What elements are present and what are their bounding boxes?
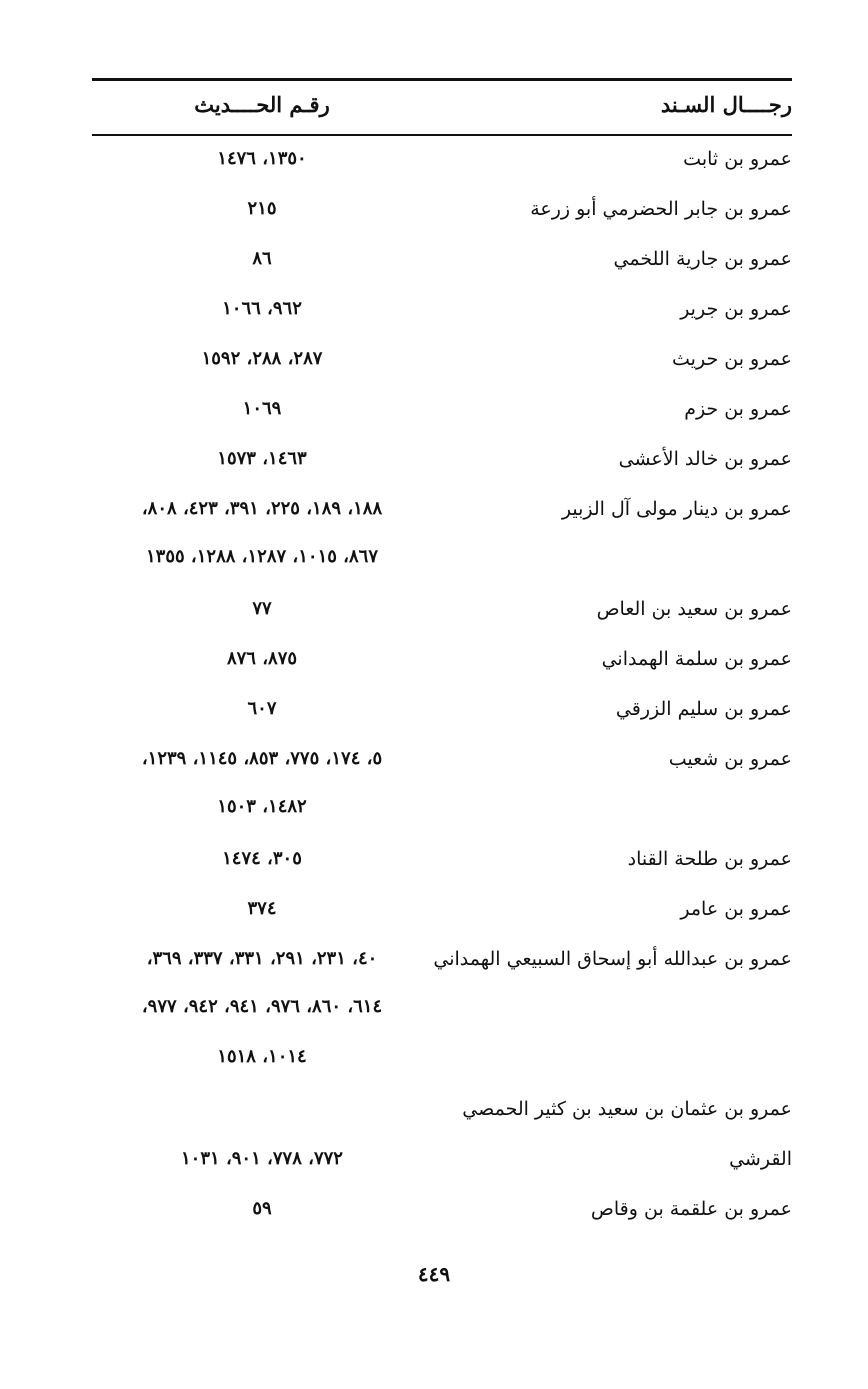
table-row: [92, 142, 792, 192]
narrator-name: عمرو بن ثابت: [683, 148, 792, 170]
hadith-numbers: ١٠١٤، ١٥١٨: [217, 1046, 307, 1067]
page-number: ٤٤٩: [417, 1262, 451, 1286]
table-row: [92, 892, 792, 942]
table-row: [92, 292, 792, 342]
hadith-numbers: ٣٧٤: [247, 898, 277, 919]
index-table: [92, 142, 792, 1242]
hadith-numbers: ٨٦: [252, 248, 272, 269]
narrator-name: عمرو بن عبدالله أبو إسحاق السبيعي الهمداني: [433, 948, 792, 970]
narrator-name: عمرو بن طلحة القناد: [627, 848, 792, 870]
narrator-name: عمرو بن دينار مولى آل الزبير: [561, 498, 792, 520]
table-row: [92, 742, 792, 792]
table-row: [92, 992, 792, 1042]
hadith-numbers: ١٠٦٩: [242, 398, 282, 419]
narrator-name: عمرو بن خالد الأعشى: [618, 448, 792, 470]
hadith-numbers: ٦١٤، ٨٦٠، ٩٧٦، ٩٤١، ٩٤٢، ٩٧٧،: [141, 996, 383, 1017]
table-row: [92, 642, 792, 692]
hadith-numbers: ٥٩: [252, 1198, 272, 1219]
header-hadith-number: رقـم الحــــديث: [194, 92, 330, 117]
hadith-numbers: ٨٦٧، ١٠١٥، ١٢٨٧، ١٢٨٨، ١٣٥٥: [145, 546, 378, 567]
narrator-name: عمرو بن عامر: [680, 898, 792, 920]
hadith-numbers: ٥، ١٧٤، ٧٧٥، ٨٥٣، ١١٤٥، ١٢٣٩،: [141, 748, 383, 769]
table-row: [92, 192, 792, 242]
hadith-numbers: ٧٧: [252, 598, 272, 619]
table-row: [92, 1192, 792, 1242]
table-header: [92, 86, 792, 130]
table-row: [92, 942, 792, 992]
table-row: [92, 1042, 792, 1092]
table-row: [92, 842, 792, 892]
narrator-name: عمرو بن حريث: [672, 348, 792, 370]
narrator-name: عمرو بن شعيب: [668, 748, 792, 770]
narrator-name: عمرو بن جرير: [680, 298, 792, 320]
table-row: [92, 392, 792, 442]
header-rule: [92, 134, 792, 136]
table-row: [92, 792, 792, 842]
table-row: [92, 242, 792, 292]
hadith-numbers: ١٤٦٣، ١٥٧٣: [217, 448, 307, 469]
hadith-numbers: ٣٠٥، ١٤٧٤: [222, 848, 302, 869]
table-row: [92, 1142, 792, 1192]
narrator-name: القرشي: [729, 1148, 792, 1170]
narrator-name: عمرو بن جارية اللخمي: [613, 248, 792, 270]
hadith-numbers: ٦٠٧: [247, 698, 277, 719]
narrator-name: عمرو بن سعيد بن العاص: [596, 598, 792, 620]
narrator-name: عمرو بن حزم: [684, 398, 792, 420]
table-row: [92, 592, 792, 642]
hadith-numbers: ٢٨٧، ٢٨٨، ١٥٩٢: [201, 348, 323, 369]
table-row: [92, 442, 792, 492]
narrator-name: عمرو بن سليم الزرقي: [615, 698, 792, 720]
top-rule: [92, 78, 792, 81]
hadith-numbers: ٤٠، ٢٣١، ٢٩١، ٣٣١، ٣٣٧، ٣٦٩،: [146, 948, 378, 969]
hadith-numbers: ٢١٥: [247, 198, 277, 219]
hadith-numbers: ٨٧٥، ٨٧٦: [226, 648, 298, 669]
hadith-numbers: ١٣٥٠، ١٤٧٦: [217, 148, 307, 169]
hadith-numbers: ١٨٨، ١٨٩، ٢٢٥، ٣٩١، ٤٢٣، ٨٠٨،: [141, 498, 383, 519]
hadith-numbers: ١٤٨٢، ١٥٠٣: [217, 796, 307, 817]
narrator-name: عمرو بن جابر الحضرمي أبو زرعة: [530, 198, 792, 220]
table-row: [92, 492, 792, 542]
table-row: [92, 1092, 792, 1142]
table-row: [92, 542, 792, 592]
header-narrators: رجــــال السـند: [660, 92, 792, 117]
narrator-name: عمرو بن سلمة الهمداني: [601, 648, 792, 670]
hadith-numbers: ٧٧٢، ٧٧٨، ٩٠١، ١٠٣١: [181, 1148, 343, 1169]
table-row: [92, 692, 792, 742]
narrator-name: عمرو بن عثمان بن سعيد بن كثير الحمصي: [462, 1098, 792, 1120]
table-row: [92, 342, 792, 392]
hadith-numbers: ٩٦٢، ١٠٦٦: [222, 298, 302, 319]
narrator-name: عمرو بن علقمة بن وقاص: [590, 1198, 792, 1220]
